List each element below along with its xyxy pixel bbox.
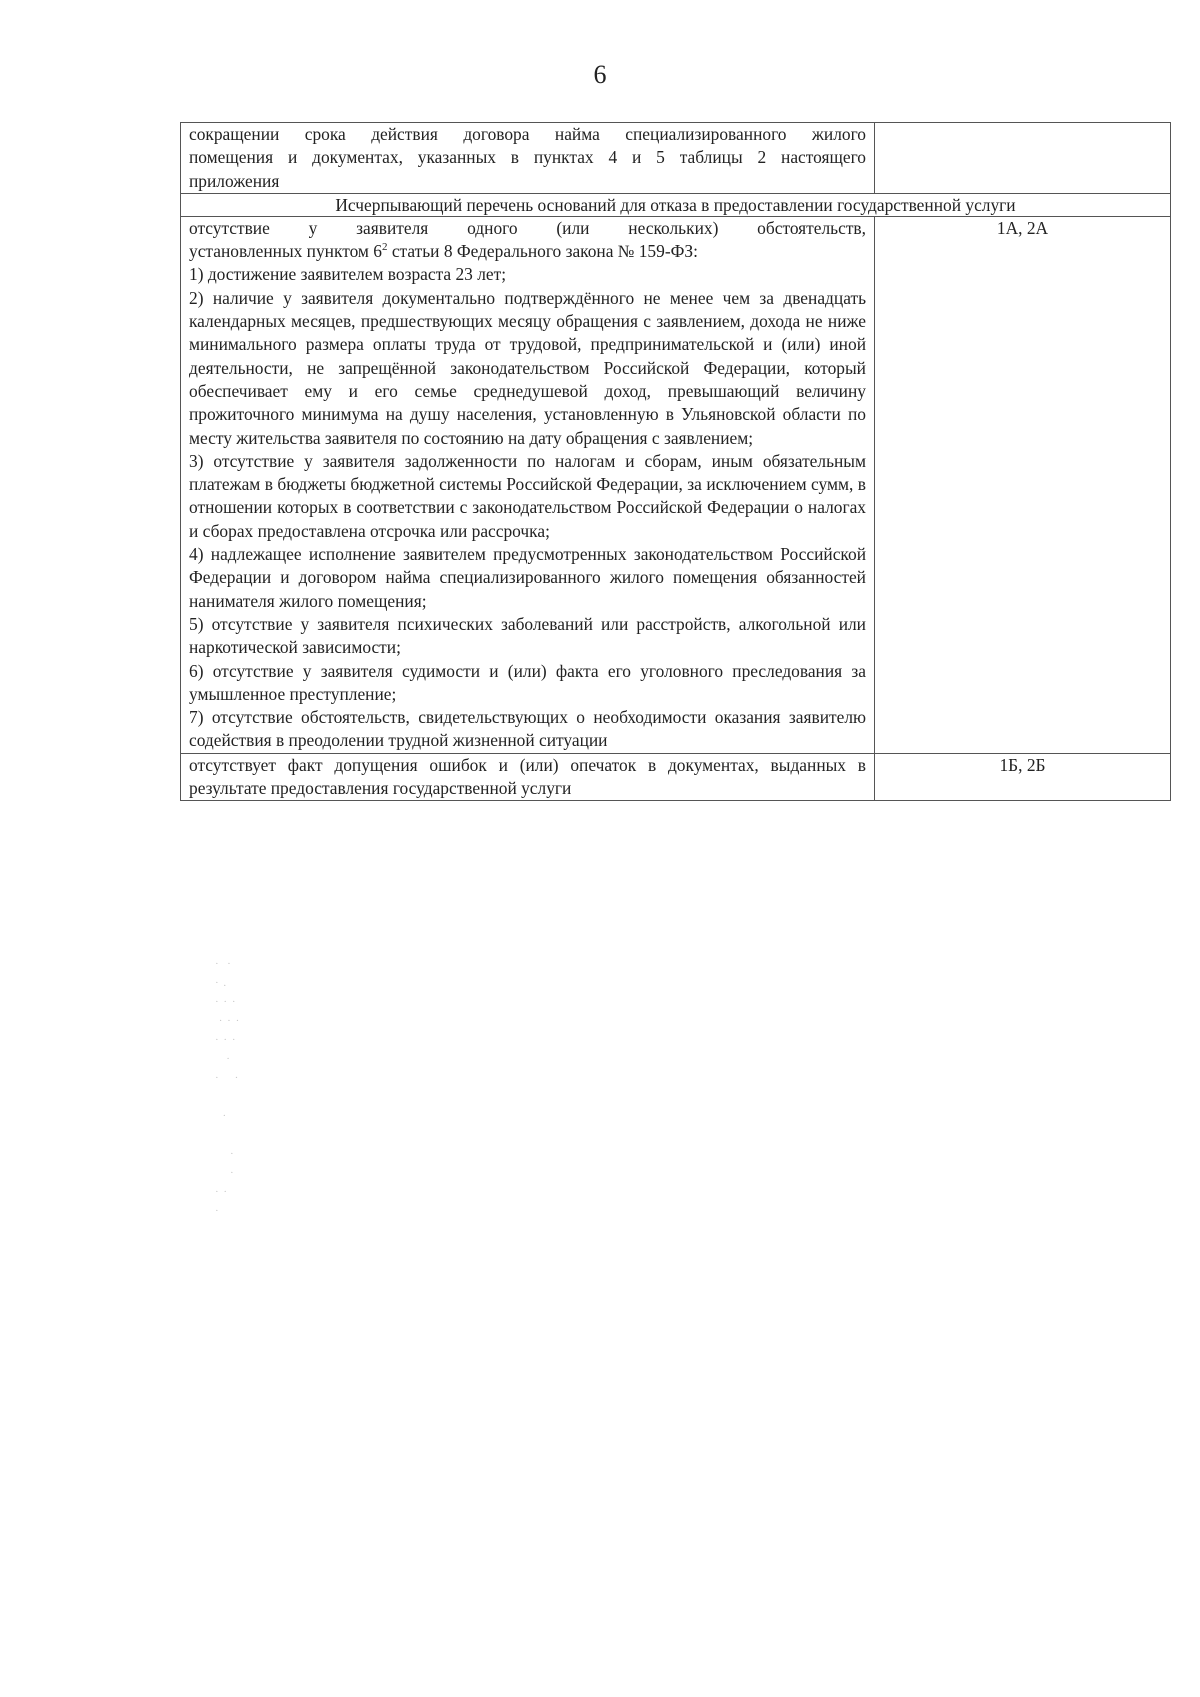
table-row-continued (181, 123, 1171, 194)
list-item-6: 6) отсутствие у заявителя судимости и (или) факта его уголовного преследования за умышленное преступление; (189, 660, 866, 704)
list-item-3: 3) отсутствие у заявителя задолженности по налогам и сборам, иным обязательным платежам в бюджеты бюджетной системы Российской Федерации, за исключением сумм, в отношении которых в соответствии с законодательством Российской Федерации о налогах и сборах предоставлена отсрочка или рассрочка; (189, 450, 866, 541)
continued-code-cell (875, 123, 1171, 194)
continued-line-1: сокращении срока действия договора найма специализированного жилого (189, 124, 866, 144)
grounds-code-cell: 1А, 2А (875, 216, 1171, 753)
intro-post: статьи 8 Федерального закона № 159-ФЗ: (387, 241, 698, 262)
continued-line-3: приложения (189, 170, 280, 191)
grounds-intro-line-1: отсутствие у заявителя одного (или нескольких) обстоятельств, (189, 217, 866, 238)
continued-line-2: помещения и документах, указанных в пунктах 4 и 5 таблицы 2 настоящего (189, 147, 866, 168)
list-item-1: 1) достижение заявителем возраста 23 лет; (189, 264, 507, 285)
table-row-errors (181, 753, 1171, 801)
table-row-grounds (181, 216, 1171, 753)
grounds-table (180, 122, 1171, 801)
scan-artifacts: · · · . · · · · · · · · · · · · · · · · · · (215, 958, 241, 1217)
grounds-text-cell (181, 216, 875, 753)
errors-text: отсутствует факт допущения ошибок и (или) опечаток в документах, выданных в результате предоставления государственной услуги (189, 754, 866, 799)
errors-text-cell (181, 753, 875, 801)
table-row-heading (181, 193, 1171, 216)
section-heading: Исчерпывающий перечень оснований для отказа в предоставлении государственной услуги (181, 193, 1171, 216)
intro-pre: установленных пунктом 6 (189, 241, 382, 262)
grounds-intro-line-2 (189, 240, 866, 263)
errors-code-cell: 1Б, 2Б (875, 753, 1171, 801)
intro-superscript: 2 (381, 241, 388, 254)
page-number: 6 (593, 60, 607, 89)
list-item-7: 7) отсутствие обстоятельств, свидетельствующих о необходимости оказания заявителю содействия в преодолении трудной жизненной ситуации (189, 707, 866, 751)
list-item-5: 5) отсутствие у заявителя психических заболеваний или расстройств, алкогольной или наркотической зависимости; (189, 613, 866, 658)
list-item-4: 4) надлежащее исполнение заявителем предусмотренных законодательством Российской Федерации и договором найма специализированного жилого помещения обязанностей нанимателя жилого помещения; (189, 544, 866, 611)
list-item-2: 2) наличие у заявителя документально подтверждённого не менее чем за двенадцать календарных месяцев, предшествующих месяцу обращения с заявлением, дохода не ниже минимального размера оплаты труда от трудовой, предпринимательской и (или) иной деятельности, не запрещённой законодательством Российской Федерации, который обеспечивает ему и его семье среднедушевой доход, превышающий величину прожиточного минимума на душу населения, установленную в Ульяновской области по месту жительства заявителя по состоянию на дату обращения с заявлением; (189, 287, 866, 448)
continued-text-cell (181, 123, 875, 194)
